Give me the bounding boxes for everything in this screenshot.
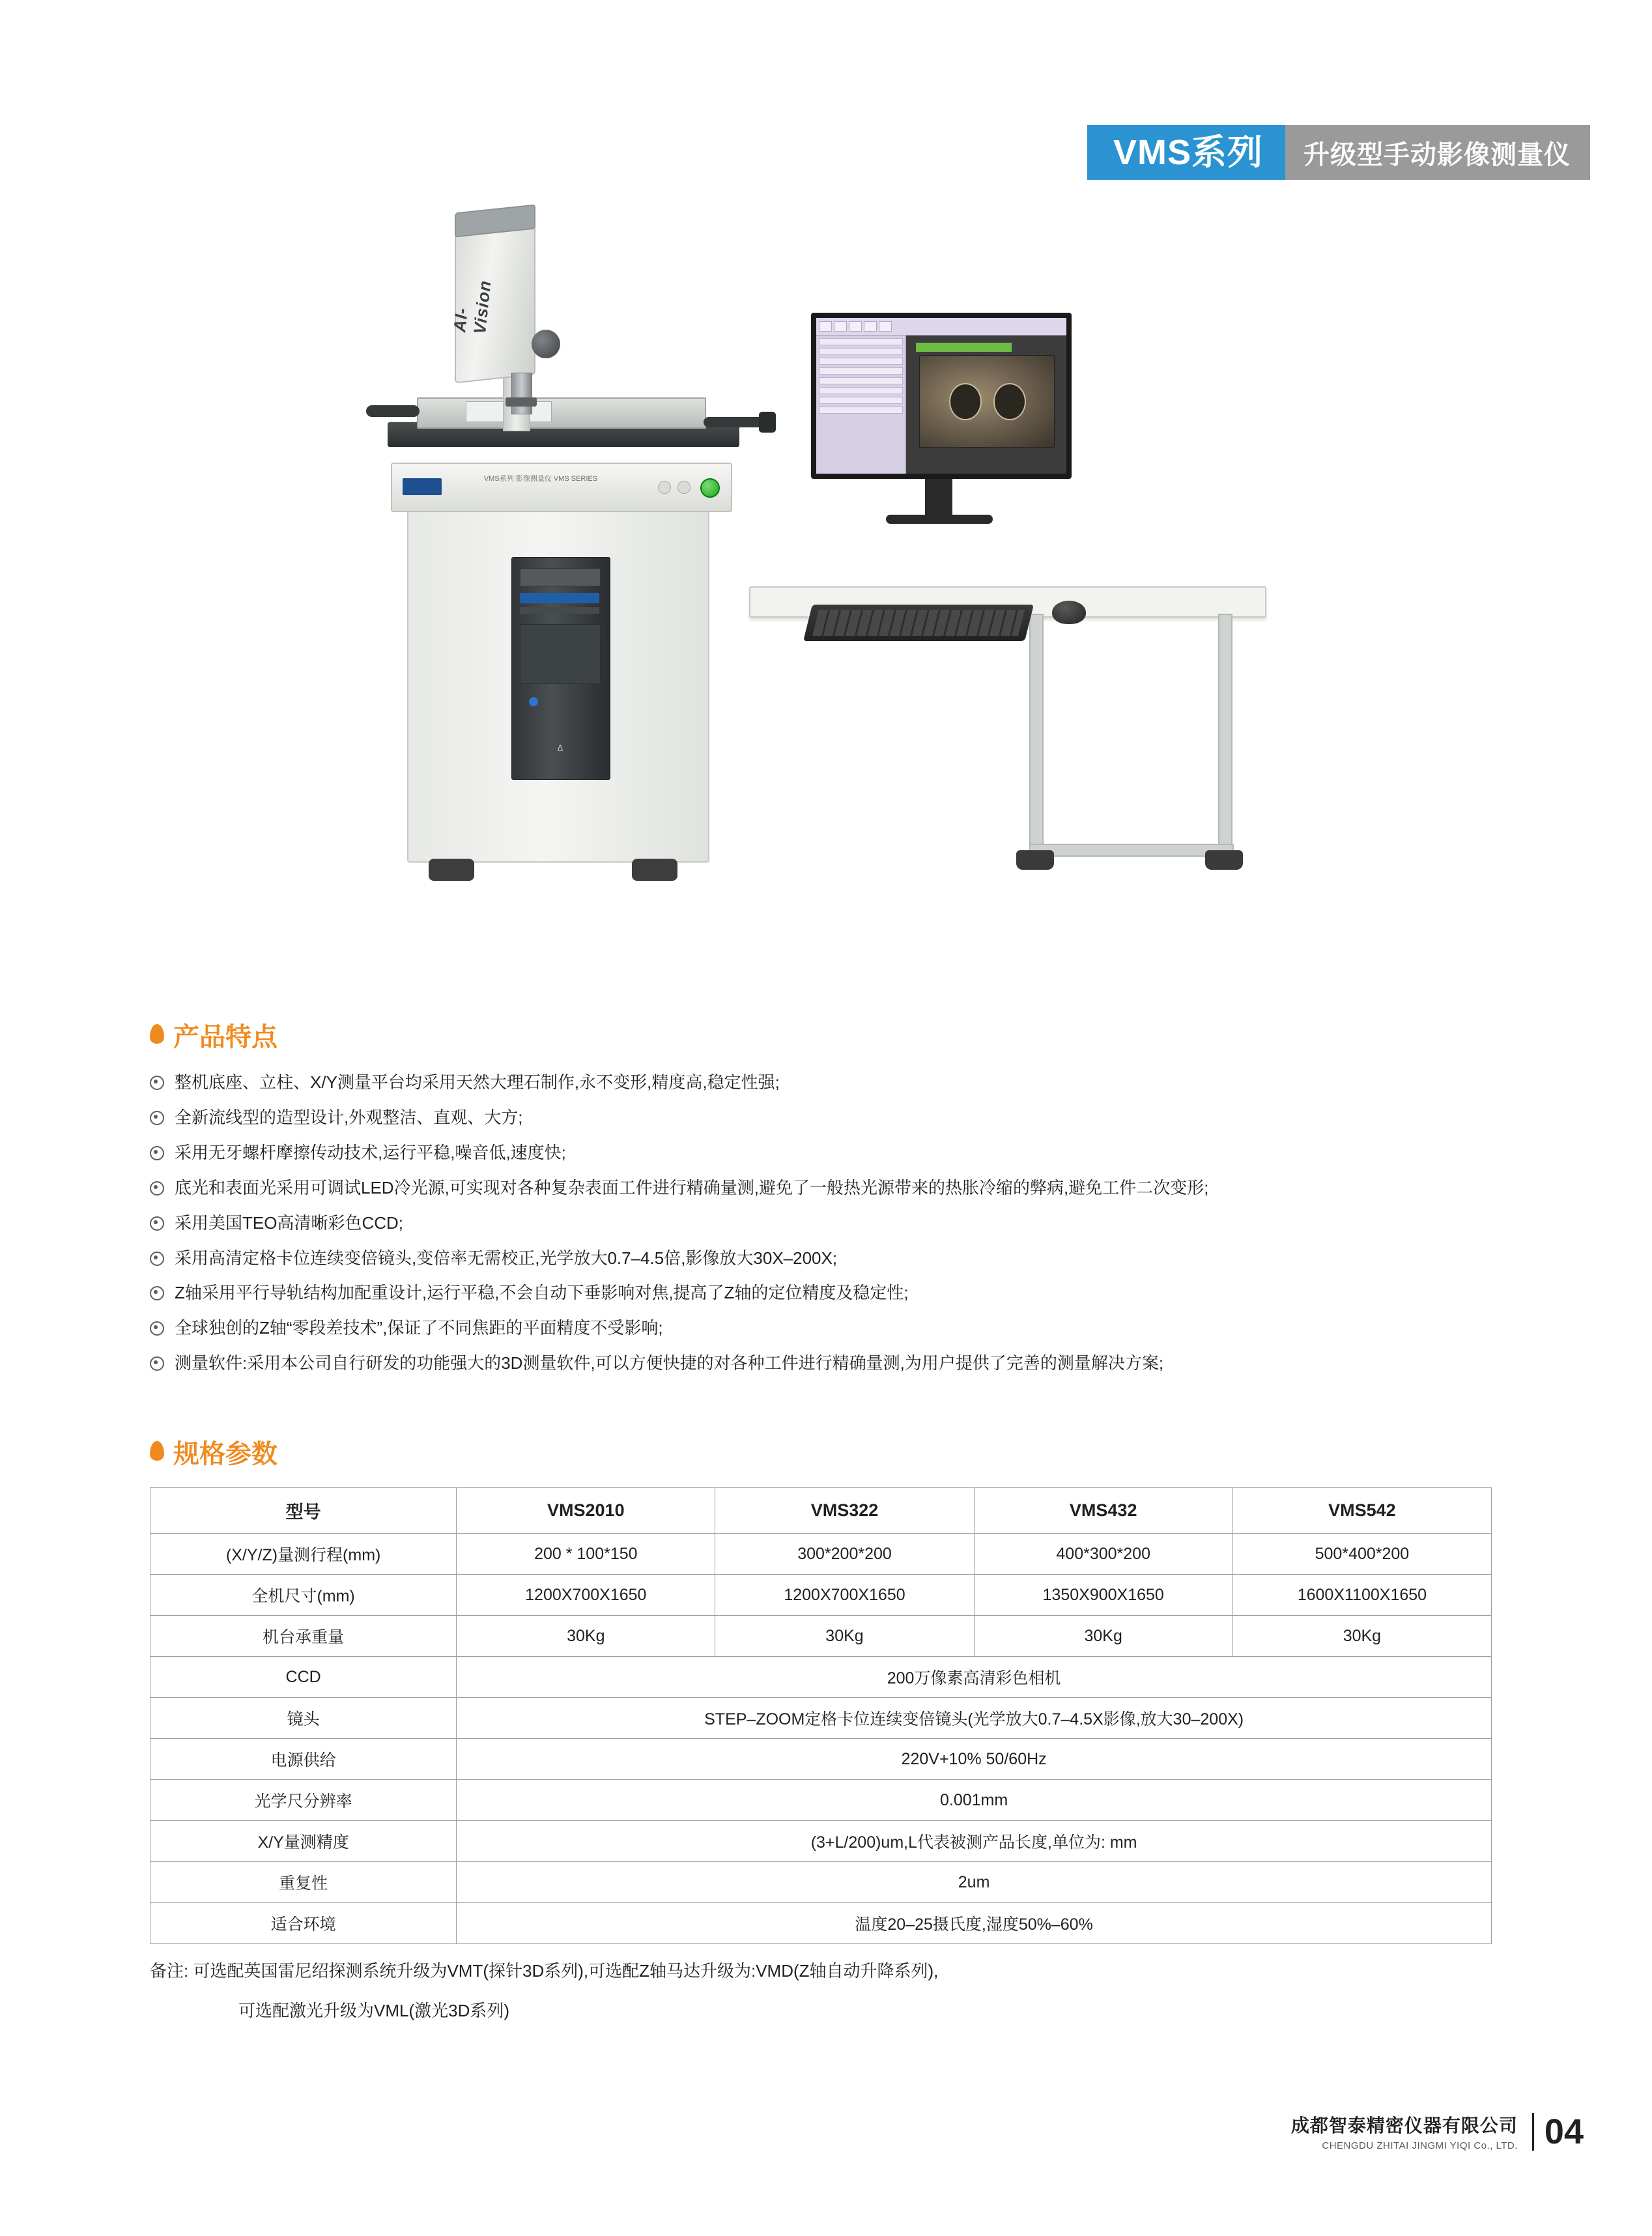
list-item	[150, 1211, 1537, 1235]
page-header-banner	[1087, 125, 1590, 180]
data-row	[819, 358, 903, 365]
cell-merged: 2um	[457, 1862, 1492, 1903]
bullet-icon	[150, 1216, 164, 1231]
specifications-section	[150, 1433, 1505, 2024]
machine-brand-text: AI-Vision	[449, 279, 495, 336]
footer-divider	[1532, 2113, 1534, 2151]
monitor	[811, 313, 1072, 479]
cell: 30Kg	[974, 1616, 1232, 1657]
keyboard-keys	[812, 610, 1025, 636]
software-data-panel	[816, 336, 906, 474]
cell-merged: 220V+10% 50/60Hz	[457, 1739, 1492, 1780]
toolbar-icon	[819, 321, 832, 332]
desk-foot-pad-left	[1016, 850, 1054, 870]
mouse	[1052, 601, 1086, 624]
list-item	[150, 1070, 1537, 1095]
row-label: 重复性	[150, 1862, 457, 1903]
cell: 30Kg	[1232, 1616, 1491, 1657]
machine-panel-label: VMS系列 影像测量仪 VMS SERIES	[483, 475, 598, 483]
feature-text: 测量软件:采用本公司自行研发的功能强大的3D测量软件,可以方便快捷的对各种工件进行精确量测,为用户提供了完善的测量解决方案;	[175, 1353, 1164, 1373]
video-status-bar	[916, 343, 1012, 352]
cell: 200 * 100*150	[457, 1534, 715, 1575]
table-row	[150, 1780, 1492, 1821]
bullet-icon	[150, 1356, 164, 1371]
stage-knob	[759, 412, 776, 433]
feature-text: 底光和表面光采用可调试LED冷光源,可实现对各种复杂表面工件进行精确量测,避免了一般热光源带来的热胀冷缩的弊病,避免工件二次变形;	[175, 1177, 1209, 1197]
specifications-table	[150, 1487, 1492, 1944]
data-row	[819, 377, 903, 384]
data-row	[819, 387, 903, 394]
table-row	[150, 1698, 1492, 1739]
focus-knob	[532, 330, 560, 358]
software-body	[816, 336, 1066, 474]
column-header: VMS2010	[457, 1488, 715, 1534]
list-item	[150, 1106, 1537, 1130]
row-label: 镜头	[150, 1698, 457, 1739]
row-label: 全机尺寸(mm)	[150, 1575, 457, 1616]
data-row	[819, 407, 903, 414]
bullet-icon	[150, 1076, 164, 1090]
desk-foot-bar	[1029, 844, 1234, 857]
cell: 1200X700X1650	[715, 1575, 974, 1616]
data-row	[819, 348, 903, 355]
tower-power-led	[529, 697, 538, 706]
features-list	[150, 1070, 1537, 1375]
cell: 30Kg	[715, 1616, 974, 1657]
feature-text: 采用美国TEO高清晰彩色CCD;	[175, 1212, 404, 1233]
desk-leg-left	[1029, 614, 1044, 857]
stage-handle-left	[366, 405, 420, 417]
page-footer	[1291, 2112, 1584, 2151]
tower-blue-strip	[520, 593, 599, 603]
cell: 1600X1100X1650	[1232, 1575, 1491, 1616]
row-label: 电源供给	[150, 1739, 457, 1780]
toolbar-icon	[879, 321, 892, 332]
list-item	[150, 1141, 1537, 1165]
data-row	[819, 338, 903, 345]
column-header: VMS542	[1232, 1488, 1491, 1534]
cell: 1200X700X1650	[457, 1575, 715, 1616]
table-row	[150, 1821, 1492, 1862]
feature-text: 采用高清定格卡位连续变倍镜头,变倍率无需校正,光学放大0.7–4.5倍,影像放大30X–200X;	[175, 1248, 838, 1268]
bullet-icon	[150, 1321, 164, 1336]
measuring-stage	[417, 397, 706, 429]
data-row	[819, 397, 903, 404]
cell-merged: (3+L/200)um,L代表被测产品长度,单位为: mm	[457, 1821, 1492, 1862]
list-item	[150, 1176, 1537, 1200]
column-header: VMS322	[715, 1488, 974, 1534]
toolbar-icon	[864, 321, 877, 332]
bullet-icon	[150, 1146, 164, 1160]
row-label: X/Y量测精度	[150, 1821, 457, 1862]
panel-button-1	[658, 481, 671, 494]
lens-ring	[506, 397, 537, 407]
cabinet-foot-right	[632, 859, 677, 881]
bullet-icon	[150, 1181, 164, 1196]
specs-heading-row	[150, 1433, 1505, 1470]
company-block	[1291, 2112, 1518, 2151]
company-name-en: CHENGDU ZHITAI JINGMI YIQI Co., LTD.	[1322, 2140, 1518, 2151]
table-row	[150, 1657, 1492, 1698]
table-row	[150, 1616, 1492, 1657]
feature-text: 整机底座、立柱、X/Y测量平台均采用天然大理石制作,永不变形,精度高,稳定性强;	[175, 1072, 780, 1092]
panel-button-2	[677, 481, 691, 494]
cell: 300*200*200	[715, 1534, 974, 1575]
droplet-icon	[150, 1024, 164, 1044]
series-title: VMS系列	[1087, 125, 1285, 180]
bullet-icon	[150, 1111, 164, 1125]
table-note-line-2: 可选配激光升级为VML(激光3D系列)	[238, 2001, 510, 2020]
features-heading: 产品特点	[173, 1023, 278, 1052]
cell: 30Kg	[457, 1616, 715, 1657]
table-row	[150, 1903, 1492, 1944]
software-toolbar	[816, 318, 1066, 336]
cabinet-foot-left	[429, 859, 474, 881]
series-subtitle: 升级型手动影像测量仪	[1285, 125, 1590, 180]
column-header: 型号	[150, 1488, 457, 1534]
desk-leg-right	[1218, 614, 1232, 857]
desk-foot-pad-right	[1205, 850, 1243, 870]
measured-circle-2	[993, 383, 1025, 420]
company-name-cn: 成都智泰精密仪器有限公司	[1290, 2115, 1518, 2136]
features-heading-row	[150, 1016, 1537, 1054]
cell: 1350X900X1650	[974, 1575, 1232, 1616]
power-button-green	[700, 478, 720, 498]
page-number: 04	[1544, 2112, 1584, 2151]
table-header-row	[150, 1488, 1492, 1534]
feature-text: Z轴采用平行导轨结构加配重设计,运行平稳,不会自动下垂影响对焦,提高了Z轴的定位精度及稳定性;	[175, 1283, 909, 1303]
tower-front-panel	[520, 624, 601, 684]
zoom-lens	[511, 373, 532, 414]
list-item	[150, 1316, 1537, 1340]
toolbar-icon	[834, 321, 847, 332]
cell-merged: STEP–ZOOM定格卡位连续变倍镜头(光学放大0.7–4.5X影像,放大30–200X)	[457, 1698, 1492, 1739]
table-row	[150, 1534, 1492, 1575]
feature-text: 全球独创的Z轴“零段差技术”,保证了不同焦距的平面精度不受影响;	[175, 1318, 663, 1338]
cell: 400*300*200	[974, 1534, 1232, 1575]
droplet-icon	[150, 1441, 164, 1461]
table-row	[150, 1575, 1492, 1616]
bullet-icon	[150, 1252, 164, 1266]
feature-text: 全新流线型的造型设计,外观整洁、直观、大方;	[175, 1107, 523, 1127]
software-video-view	[906, 336, 1066, 474]
tower-drive-bay	[520, 568, 601, 586]
cell-merged: 温度20–25摄氏度,湿度50%–60%	[457, 1903, 1492, 1944]
monitor-stand-neck	[925, 479, 952, 517]
table-note-line-1: 备注: 可选配英国雷尼绍探测系统升级为VMT(探针3D系列),可选配Z轴马达升级为:VMD(Z轴自动升降系列),	[150, 1961, 939, 1981]
bullet-icon	[150, 1286, 164, 1300]
list-item	[150, 1281, 1537, 1305]
tower-strip-2	[520, 607, 599, 614]
workpiece-image	[919, 355, 1055, 448]
toolbar-icon	[849, 321, 862, 332]
column-header: VMS432	[974, 1488, 1232, 1534]
cell-merged: 0.001mm	[457, 1780, 1492, 1821]
table-row	[150, 1862, 1492, 1903]
row-label: 适合环境	[150, 1903, 457, 1944]
tower-logo: Δ	[557, 743, 563, 752]
monitor-stand-base	[886, 515, 993, 524]
cell: 500*400*200	[1232, 1534, 1491, 1575]
row-label: (X/Y/Z)量测行程(mm)	[150, 1534, 457, 1575]
row-label: 机台承重量	[150, 1616, 457, 1657]
measured-circle-1	[949, 383, 981, 420]
feature-text: 采用无牙螺杆摩擦传动技术,运行平稳,噪音低,速度快;	[175, 1142, 566, 1162]
list-item	[150, 1246, 1537, 1270]
product-photo	[352, 202, 1316, 971]
cell-merged: 200万像素高清彩色相机	[457, 1657, 1492, 1698]
row-label: 光学尺分辨率	[150, 1780, 457, 1821]
product-features-section	[150, 1016, 1537, 1386]
list-item	[150, 1351, 1537, 1375]
machine-logo	[403, 478, 442, 495]
data-row	[819, 367, 903, 375]
table-row	[150, 1739, 1492, 1780]
row-label: CCD	[150, 1657, 457, 1698]
specs-heading: 规格参数	[173, 1440, 278, 1469]
monitor-screen	[816, 318, 1066, 474]
